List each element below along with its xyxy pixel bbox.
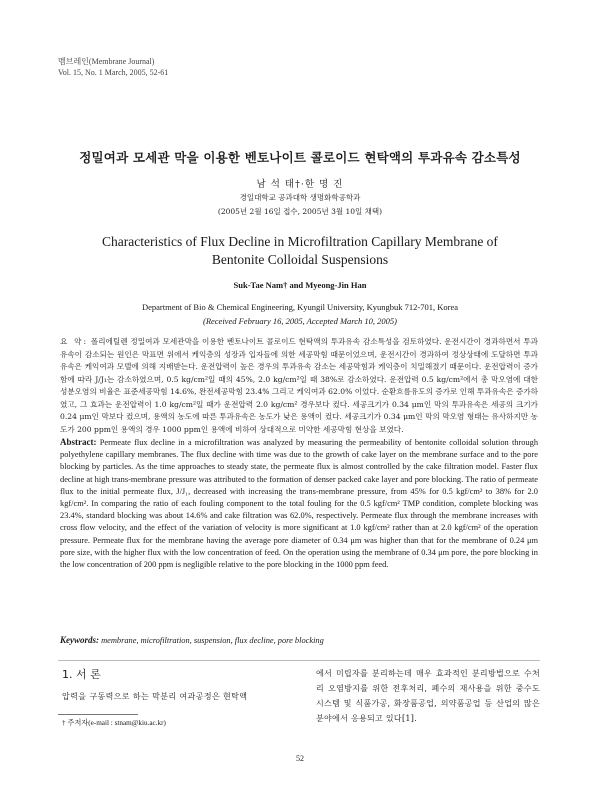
authors-english: Suk-Tae Nam† and Myeong-Jin Han <box>233 280 367 290</box>
abstract-korean-label: 요 약: <box>60 337 89 346</box>
dates-korean: (2005년 2월 16일 접수, 2005년 3월 10일 채택) <box>217 207 383 216</box>
abstract-korean <box>60 336 538 436</box>
title-english-line1: Characteristics of Flux Decline in Microfiltration Capillary Membrane of <box>102 234 498 249</box>
keywords-label: Keywords: <box>60 635 99 645</box>
dates-english-text: (Received February 16, 2005, Accepted March 10, 2005) <box>202 316 398 326</box>
title-english-line2: Bentonite Colloidal Suspensions <box>211 252 389 267</box>
footnote-rule <box>58 714 138 715</box>
affiliation-korean: 경일대학교 공과대학 생명화학공학과 <box>239 193 361 202</box>
keywords-text: membrane, microfiltration, suspension, flux decline, pore blocking <box>101 636 324 645</box>
journal-name: 멤브레인(Membrane Journal) <box>58 57 155 66</box>
title-korean: 정밀여과 모세관 막을 이용한 벤토나이트 콜로이드 현탁액의 투과유속 감소특성 <box>79 150 521 165</box>
abstract-english-text: Permeate flux decline in a microfiltration was analyzed by measuring the permeability of bentonite colloidal solution through polyethylene capillary membranes. The flux decline with time was due to the growth of cake layer on the membrane surface and to the pore blocking by particles. As the time approaches to steady state, the permeate flux is almost controlled by the cake filtration model. Faster flux decline at high trans-membrane pressure was attributed to the formation of denser packed cake layer and pore blocking. The ratio of permeate flux to the initial permeate flux, J/J₁, decreased with increasing the trans-membrane pressure, from 45% for 0.5 kgf/cm² to 38% for 2.0 kgf/cm². In comparing the ratio of each fouling component to the total fouling for the 0.5 kgf/cm² TMP condition, complete blocking was 23.4%, standard blocking was about 14.6% and cake filtration was 62.0%, respectively. Permeate flux through the membrane increases with cross flow velocity, and the effect of the variation of velocity is more significant at 1.0 kgf/cm² rather than at 2.0 kgf/cm² of the operation pressure. Permeate flux for the membrane having the average pore diameter of 0.34 μm was higher than that for the membrane of 0.24 μm pore size, with the higher flux with the low concentration of feed. On the operation using the membrane of 0.34 μm pore, the pore blocking in the low concentration of 200 ppm is negligible relative to the pore blocking in the 1000 ppm feed. <box>60 438 539 570</box>
dates-english <box>0 316 600 326</box>
authors-korean: 남 석 태†·한 명 진 <box>256 179 344 190</box>
section-divider <box>58 660 540 661</box>
journal-volume: Vol. 15, No. 1 March, 2005, 52-61 <box>58 68 169 77</box>
intro-right-column: 에서 미립자를 분리하는데 매우 효과적인 분리방법으로 수처리 오염방지를 위한 전후처리, 폐수의 재사용을 위한 중수도 시스템 및 식품가공, 화장품공업, 의약품공업 등 산업의 많은 분야에서 응용되고 있다[1]. <box>316 669 540 723</box>
section-heading-introduction: 1. 서 론 <box>62 668 101 681</box>
abstract-english-label: Abstract: <box>60 437 97 447</box>
abstract-korean-text: 폴리에틸렌 정밀여과 모세관막을 이용한 벤토나이트 콜로이드 현탁액의 투과유속 감소특성을 검토하였다. 운전시간이 경과하면서 투과유속이 감소되는 원인은 막표면 위에서 케익층의 성장과 입자들에 의한 세공막힘 때문이었으며, 운전시간이 경과하여 정상상태에 도달하면 투과유속은 케익여과 모델에 의해 지배받는다. 운전압력이 높은 경우의 투과유속 감소는 세공막힘과 케익층이 치밀해졌기 때문이다. 운전압력이 증가함에 따라 J/J₁는 감소하였으며, 0.5 kg/cm²일 때의 45%, 2.0 kg/cm²일 때 38%로 감소하였다. 운전압력 0.5 kg/cm²에서 총 막오염에 대한 성분오염의 비율은 표준세공막힘 14.6%, 완전세공막힘 23.4% 그리고 케익여과 62.0% 이었다. 순환흐름유도의 증가로 인해 투과유속은 증가하였고, 그 효과는 운전압력이 1.0 kg/cm²일 때가 운전압력 2.0 kg/cm² 경우보다 컸다. 세공크기가 0.34 μm인 막의 투과유속은 세공의 크기가 0.24 μm인 막보다 컸으며, 용액의 농도에 따른 투과유속은 농도가 낮은 용액이 컸다. 세공크기가 0.34 μm인 막의 막오염 형태는 유사하지만 농도가 200 ppm인 용액의 경우 1000 ppm인 용액에 비하여 상대적으로 미약한 세공막힘 현상을 보였다. <box>60 337 538 434</box>
journal-header <box>58 56 168 78</box>
abstract-english <box>60 436 538 571</box>
intro-left-column: 압력을 구동력으로 하는 막분리 여과공정은 현탁액 <box>62 692 248 701</box>
keywords <box>60 635 538 645</box>
page-number: 52 <box>296 754 304 763</box>
footnote: † 주저자(e-mail : stnam@kiu.ac.kr) <box>62 719 166 727</box>
affiliation-english: Department of Bio & Chemical Engineering, Kyungil University, Kyungbuk 712-701, Korea <box>141 302 458 312</box>
